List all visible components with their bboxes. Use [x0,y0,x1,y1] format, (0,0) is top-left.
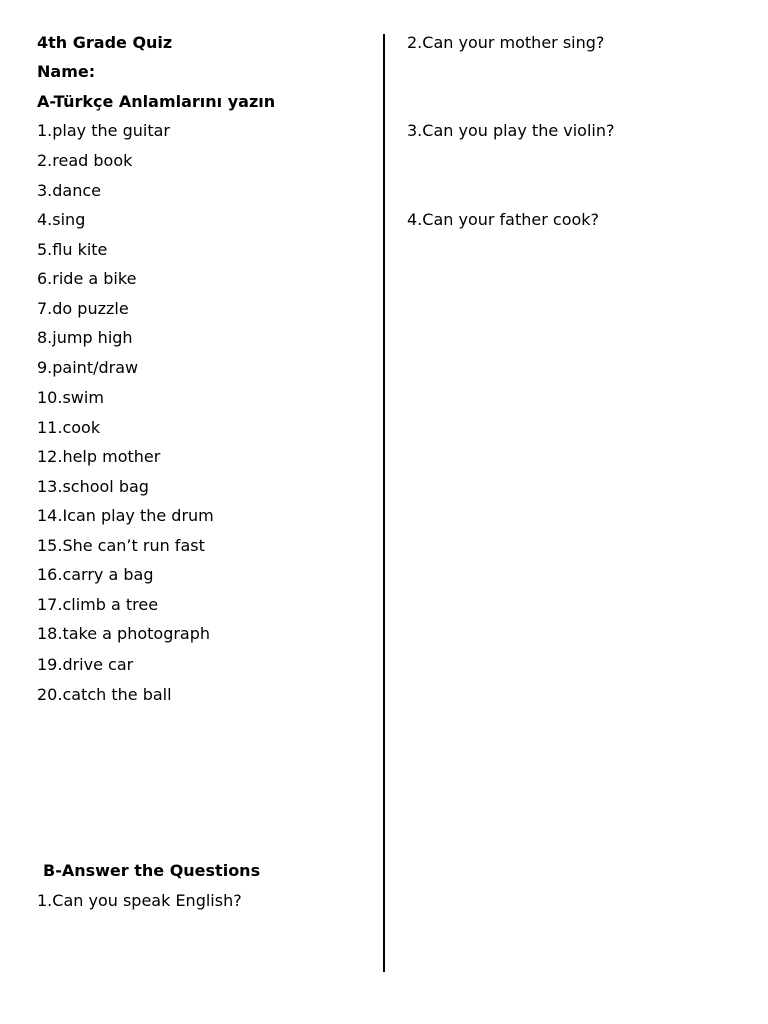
section-a-item: 7.do puzzle [37,299,129,318]
section-b-question: 4.Can your father cook? [407,210,600,229]
section-a-item: 13.school bag [37,477,149,496]
section-a-item: 18.take a photograph [37,624,211,643]
section-a-item: 12.help mother [37,447,161,466]
section-a-item: 14.Ican play the drum [37,506,214,525]
section-a-item: 8.jump high [37,328,133,347]
column-divider [383,34,385,972]
section-b-question: 3.Can you play the violin? [407,121,615,140]
section-a-item: 4.sing [37,210,86,229]
section-a-item: 10.swim [37,388,104,407]
section-b-question: 1.Can you speak English? [37,891,242,910]
section-a-item: 16.carry a bag [37,565,154,584]
quiz-title: 4th Grade Quiz [37,33,173,52]
section-a-item: 11.cook [37,418,101,437]
section-a-item: 5.flu kite [37,240,108,259]
name-label: Name: [37,62,96,81]
section-a-item: 9.paint/draw [37,358,139,377]
section-a-item: 19.drive car [37,655,134,674]
section-a-item: 20.catch the ball [37,685,172,704]
section-b-heading: B-Answer the Questions [43,861,261,880]
section-a-heading: A-Türkçe Anlamlarını yazın [37,92,276,111]
section-a-item: 1.play the guitar [37,121,170,140]
section-a-item: 3.dance [37,181,102,200]
section-a-item: 17.climb a tree [37,595,159,614]
section-a-item: 6.ride a bike [37,269,137,288]
section-b-question: 2.Can your mother sing? [407,33,605,52]
section-a-item: 15.She can’t run fast [37,536,205,555]
section-a-item: 2.read book [37,151,133,170]
